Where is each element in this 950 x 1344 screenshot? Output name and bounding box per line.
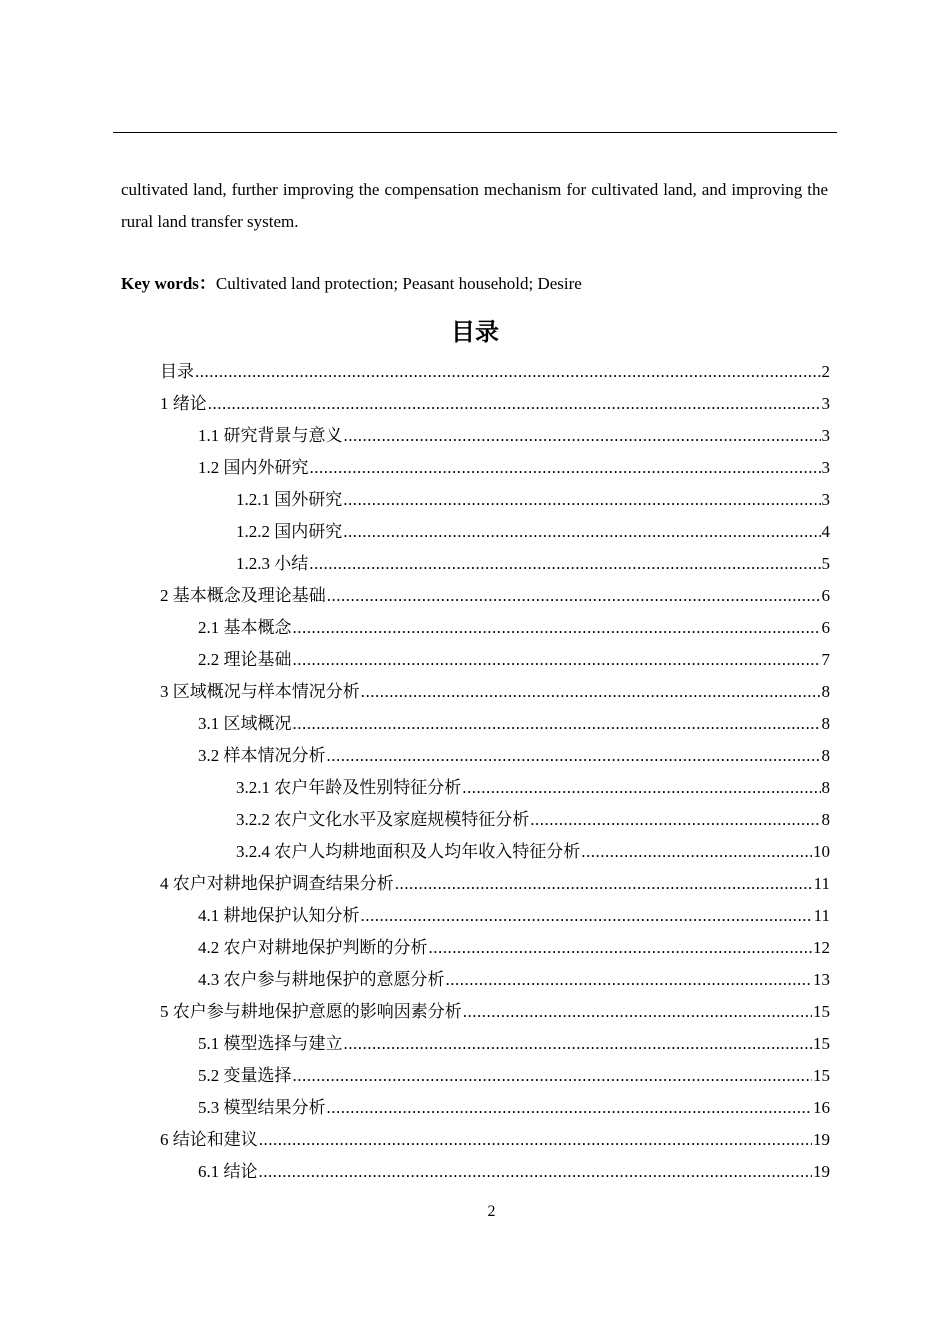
toc-entry[interactable] xyxy=(198,1156,830,1188)
toc-entry-page: 16 xyxy=(813,1098,830,1117)
toc-entry-title: 4 农户对耕地保护调查结果分析 xyxy=(160,874,394,893)
toc-entry-title: 1.2.3 小结 xyxy=(236,554,309,573)
toc-dot-leader xyxy=(293,1060,813,1092)
toc-entry-title: 3.2 样本情况分析 xyxy=(198,746,326,765)
toc-entry-title: 3.2.2 农户文化水平及家庭规模特征分析 xyxy=(236,810,530,829)
toc-entry[interactable] xyxy=(198,708,830,740)
keywords-value: Cultivated land protection; Peasant household; Desire xyxy=(215,274,582,293)
toc-entry-page: 8 xyxy=(821,810,830,829)
toc-entry[interactable] xyxy=(160,1124,830,1156)
toc-dot-leader xyxy=(327,580,821,612)
toc-dot-leader xyxy=(446,964,813,996)
toc-entry[interactable] xyxy=(160,996,830,1028)
toc-entry-page: 11 xyxy=(813,874,830,893)
keywords-label: Key words： xyxy=(121,274,216,293)
toc-dot-leader xyxy=(344,1028,813,1060)
toc-dot-leader xyxy=(208,388,821,420)
toc-dot-leader xyxy=(327,740,821,772)
toc-entry-title: 6 结论和建议 xyxy=(160,1130,258,1149)
toc-entry-page: 15 xyxy=(813,1002,830,1021)
keywords-line xyxy=(121,270,828,298)
toc-entry[interactable] xyxy=(236,548,830,580)
toc-dot-leader xyxy=(293,644,821,676)
page-number: 2 xyxy=(487,1203,496,1220)
toc-entry-title: 4.1 耕地保护认知分析 xyxy=(198,906,360,925)
toc-entry-page: 7 xyxy=(821,650,830,669)
toc-entry-page: 19 xyxy=(813,1162,830,1181)
toc-entry-title: 4.2 农户对耕地保护判断的分析 xyxy=(198,938,428,957)
toc-dot-leader xyxy=(462,772,820,804)
toc-entry[interactable] xyxy=(198,1060,830,1092)
toc-entry[interactable] xyxy=(160,868,830,900)
toc-dot-leader xyxy=(327,1092,813,1124)
toc-entry[interactable] xyxy=(198,612,830,644)
toc-dot-leader xyxy=(581,836,812,868)
toc-entry[interactable] xyxy=(160,580,830,612)
toc-entry-page: 5 xyxy=(821,554,830,573)
toc-entry-page: 10 xyxy=(813,842,830,861)
toc-entry-title: 4.3 农户参与耕地保护的意愿分析 xyxy=(198,970,445,989)
toc-entry-title: 5.1 模型选择与建立 xyxy=(198,1034,343,1053)
toc-dot-leader xyxy=(530,804,820,836)
toc-entry-title: 1.2.2 国内研究 xyxy=(236,522,343,541)
toc-entry[interactable] xyxy=(198,900,830,932)
toc-entry[interactable] xyxy=(198,420,830,452)
toc-entry-page: 6 xyxy=(821,618,830,637)
toc-entry[interactable] xyxy=(160,676,830,708)
toc-dot-leader xyxy=(259,1156,813,1188)
toc-entry-title: 1.2 国内外研究 xyxy=(198,458,309,477)
toc-title: 目录 xyxy=(451,318,499,346)
toc-dot-leader xyxy=(361,900,813,932)
toc-entry[interactable] xyxy=(160,388,830,420)
toc-entry-title: 6.1 结论 xyxy=(198,1162,258,1181)
abstract-text: cultivated land, further improving the compensation mechanism for cultivated land, and improving the rural land transfer system. xyxy=(121,180,828,231)
toc-dot-leader xyxy=(344,420,821,452)
toc-entry[interactable] xyxy=(236,484,830,516)
toc-entry-page: 12 xyxy=(813,938,830,957)
toc-entry[interactable] xyxy=(198,644,830,676)
toc-dot-leader xyxy=(343,516,820,548)
toc-entry[interactable] xyxy=(236,772,830,804)
toc-dot-leader xyxy=(310,452,821,484)
toc-dot-leader xyxy=(259,1124,812,1156)
toc-entry[interactable] xyxy=(236,804,830,836)
toc-entry-title: 1 绪论 xyxy=(160,394,207,413)
toc-entry-page: 15 xyxy=(813,1066,830,1085)
toc-entry-title: 2 基本概念及理论基础 xyxy=(160,586,326,605)
toc-entry-page: 8 xyxy=(821,682,830,701)
toc-dot-leader xyxy=(395,868,813,900)
toc-entry-page: 8 xyxy=(821,714,830,733)
toc-entry-page: 8 xyxy=(821,746,830,765)
toc-entry-page: 3 xyxy=(821,490,830,509)
toc-dot-leader xyxy=(293,708,821,740)
toc-entry-page: 8 xyxy=(821,778,830,797)
toc-entry[interactable] xyxy=(198,964,830,996)
toc-entry-title: 2.2 理论基础 xyxy=(198,650,292,669)
toc-entry-title: 5 农户参与耕地保护意愿的影响因素分析 xyxy=(160,1002,462,1021)
toc-entry-page: 3 xyxy=(821,426,830,445)
toc-entry-page: 19 xyxy=(813,1130,830,1149)
toc-entry-page: 6 xyxy=(821,586,830,605)
toc-entry-page: 3 xyxy=(821,458,830,477)
abstract-paragraph xyxy=(121,174,828,238)
toc-entry[interactable] xyxy=(236,836,830,868)
toc-entry-title: 1.1 研究背景与意义 xyxy=(198,426,343,445)
toc-entry-title: 3.2.4 农户人均耕地面积及人均年收入特征分析 xyxy=(236,842,581,861)
toc-entry-page: 4 xyxy=(821,522,830,541)
toc-entry[interactable] xyxy=(198,740,830,772)
header-rule xyxy=(113,132,837,133)
toc-entry[interactable] xyxy=(236,516,830,548)
toc-entry-title: 2.1 基本概念 xyxy=(198,618,292,637)
toc-entry-page: 15 xyxy=(813,1034,830,1053)
toc-entry-title: 1.2.1 国外研究 xyxy=(236,490,343,509)
toc-entry-title: 3.1 区域概况 xyxy=(198,714,292,733)
toc-dot-leader xyxy=(463,996,812,1028)
toc-entry-title: 5.2 变量选择 xyxy=(198,1066,292,1085)
toc-entry-title: 5.3 模型结果分析 xyxy=(198,1098,326,1117)
toc-entry-title: 3.2.1 农户年龄及性别特征分析 xyxy=(236,778,462,797)
toc-entry[interactable] xyxy=(198,1028,830,1060)
toc-entry-title: 目录 xyxy=(160,362,194,381)
toc-dot-leader xyxy=(293,612,821,644)
toc-entry[interactable] xyxy=(198,452,830,484)
toc-entry-page: 11 xyxy=(813,906,830,925)
toc-entry[interactable] xyxy=(198,932,830,964)
toc-dot-leader xyxy=(309,548,820,580)
toc-dot-leader xyxy=(429,932,813,964)
toc-dot-leader xyxy=(361,676,821,708)
toc-entry[interactable] xyxy=(198,1092,830,1124)
toc-entry-page: 3 xyxy=(821,394,830,413)
toc-dot-leader xyxy=(343,484,820,516)
toc-entry-title: 3 区域概况与样本情况分析 xyxy=(160,682,360,701)
toc-entry-page: 13 xyxy=(813,970,830,989)
toc-entry-page: 2 xyxy=(821,362,830,381)
toc-entry[interactable] xyxy=(160,356,830,388)
toc-dot-leader xyxy=(195,356,821,388)
